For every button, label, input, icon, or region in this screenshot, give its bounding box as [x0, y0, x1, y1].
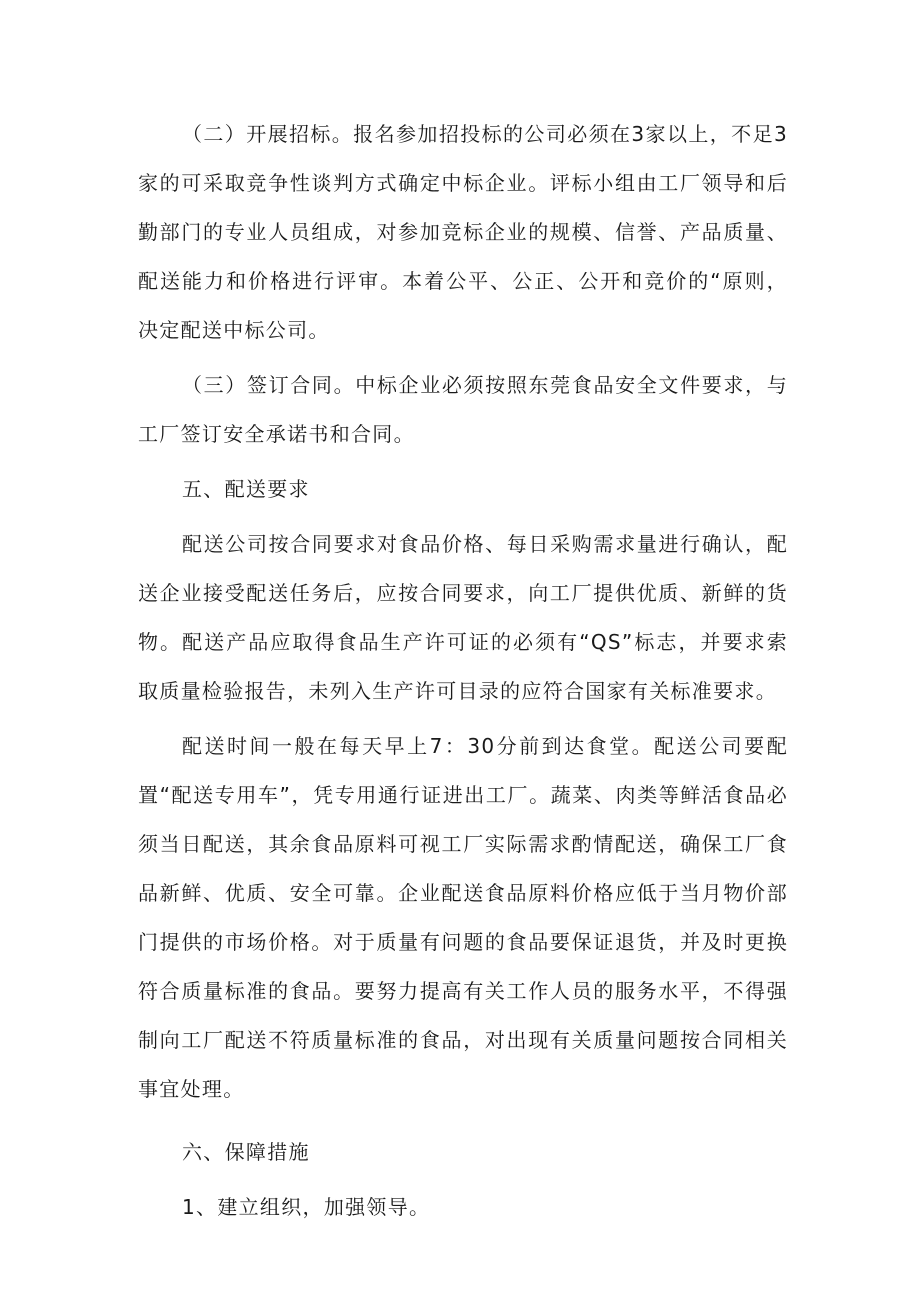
section-heading-safeguards: 六、保障措施	[182, 1140, 310, 1164]
document-body	[138, 110, 788, 1232]
list-item-organization: 1、建立组织，加强领导。	[182, 1195, 431, 1219]
paragraph-delivery-time: 配送时间一般在每天早上7：30分前到达食堂。配送公司要配置“配送专用车”，凭专用通行证进出工厂。蔬菜、肉类等鲜活食品必须当日配送，其余食品原料可视工厂实际需求酌情配送，确保工厂食品新鲜、优质、安全可靠。企业配送食品原料价格应低于当月物价部门提供的市场价格。对于质量有问题的食品要保证退货，并及时更换符合质量标准的食品。要努力提高有关工作人员的服务水平，不得强制向工厂配送不符质量标准的食品，对出现有关质量问题按合同相关事宜处理。	[138, 734, 788, 1101]
paragraph-bidding: （二）开展招标。报名参加招投标的公司必须在3家以上，不足3家的可采取竞争性谈判方式确定中标企业。评标小组由工厂领导和后勤部门的专业人员组成，对参加竞标企业的规模、信誉、产品质量、配送能力和价格进行评审。本着公平、公正、公开和竞价的“原则，决定配送中标公司。	[138, 122, 788, 342]
paragraph-contract: （三）签订合同。中标企业必须按照东莞食品安全文件要求，与工厂签订安全承诺书和合同。	[138, 373, 788, 446]
section-heading-delivery-requirements: 五、配送要求	[182, 477, 310, 501]
paragraph-delivery-confirmation: 配送公司按合同要求对食品价格、每日采购需求量进行确认，配送企业接受配送任务后，应按合同要求，向工厂提供优质、新鲜的货物。配送产品应取得食品生产许可证的必须有“QS”标志，并要求索取质量检验报告，未列入生产许可目录的应符合国家有关标准要求。	[138, 532, 788, 703]
